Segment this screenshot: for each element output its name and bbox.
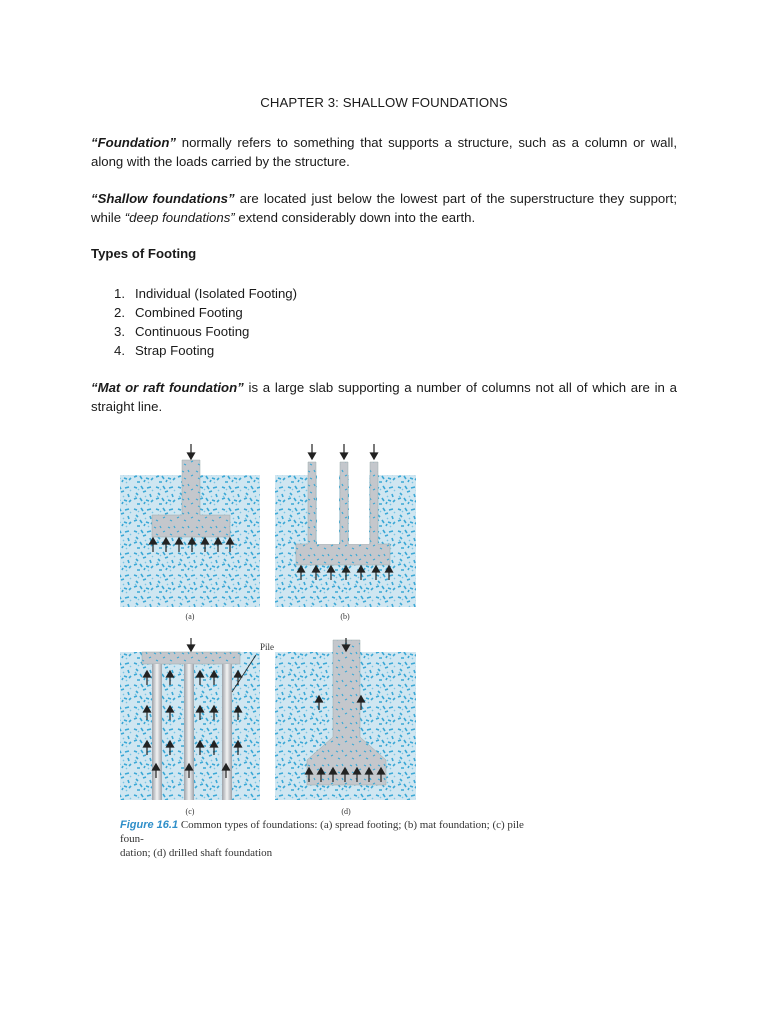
term-foundation: “Foundation” (91, 135, 176, 150)
list-number: 3. (114, 324, 125, 339)
list-number: 1. (114, 286, 125, 301)
figure-caption (120, 818, 550, 860)
list-label: Continuous Footing (135, 324, 250, 339)
paragraph-text: normally refers to something that supports a structure, such as a column or wall, along with the loads carried by the structure. (91, 135, 677, 169)
list-item (91, 303, 297, 322)
list-label: Strap Footing (135, 343, 215, 358)
list-number: 2. (114, 305, 125, 320)
panel-d-drilled-shaft (275, 638, 416, 816)
types-list (91, 284, 297, 360)
pile-label: Pile (260, 642, 275, 652)
list-item (91, 322, 297, 341)
section-heading-types: Types of Footing (91, 246, 197, 261)
page-title: CHAPTER 3: SHALLOW FOUNDATIONS (260, 95, 508, 110)
term-mat-foundation: “Mat or raft foundation” (91, 380, 244, 395)
paragraph-text: extend considerably down into the earth. (234, 210, 476, 225)
list-number: 4. (114, 343, 125, 358)
paragraph-text: are located just below the lowest part of the superstructure they support; while (91, 191, 677, 225)
paragraph-mat-foundation (91, 378, 677, 416)
foundations-figure (110, 440, 420, 820)
list-label: Individual (Isolated Footing) (135, 286, 298, 301)
panel-label-b: (b) (340, 612, 350, 621)
term-shallow-foundations: “Shallow foundations” (91, 191, 235, 206)
paragraph-text: is a large slab supporting a number of columns not all of which are in a straight line. (91, 380, 677, 414)
caption-text: dation; (d) drilled shaft foundation (120, 847, 273, 859)
panel-label-d: (d) (341, 807, 351, 816)
list-item (91, 341, 297, 360)
term-deep-foundations: “deep foundations” (124, 210, 235, 225)
panel-label-c: (c) (185, 807, 195, 816)
panel-label-a: (a) (185, 612, 195, 621)
paragraph-foundation (91, 133, 677, 171)
panel-c-pile-foundation (120, 638, 274, 816)
paragraph-shallow-foundations (91, 189, 677, 227)
panel-a-spread-footing (120, 444, 260, 621)
panel-b-mat-foundation (275, 444, 416, 621)
caption-figure-number: Figure 16.1 (120, 819, 179, 831)
list-label: Combined Footing (135, 305, 243, 320)
list-item (91, 284, 297, 303)
caption-text: Common types of foundations: (a) spread footing; (b) mat foundation; (c) pile foun- (120, 819, 524, 845)
